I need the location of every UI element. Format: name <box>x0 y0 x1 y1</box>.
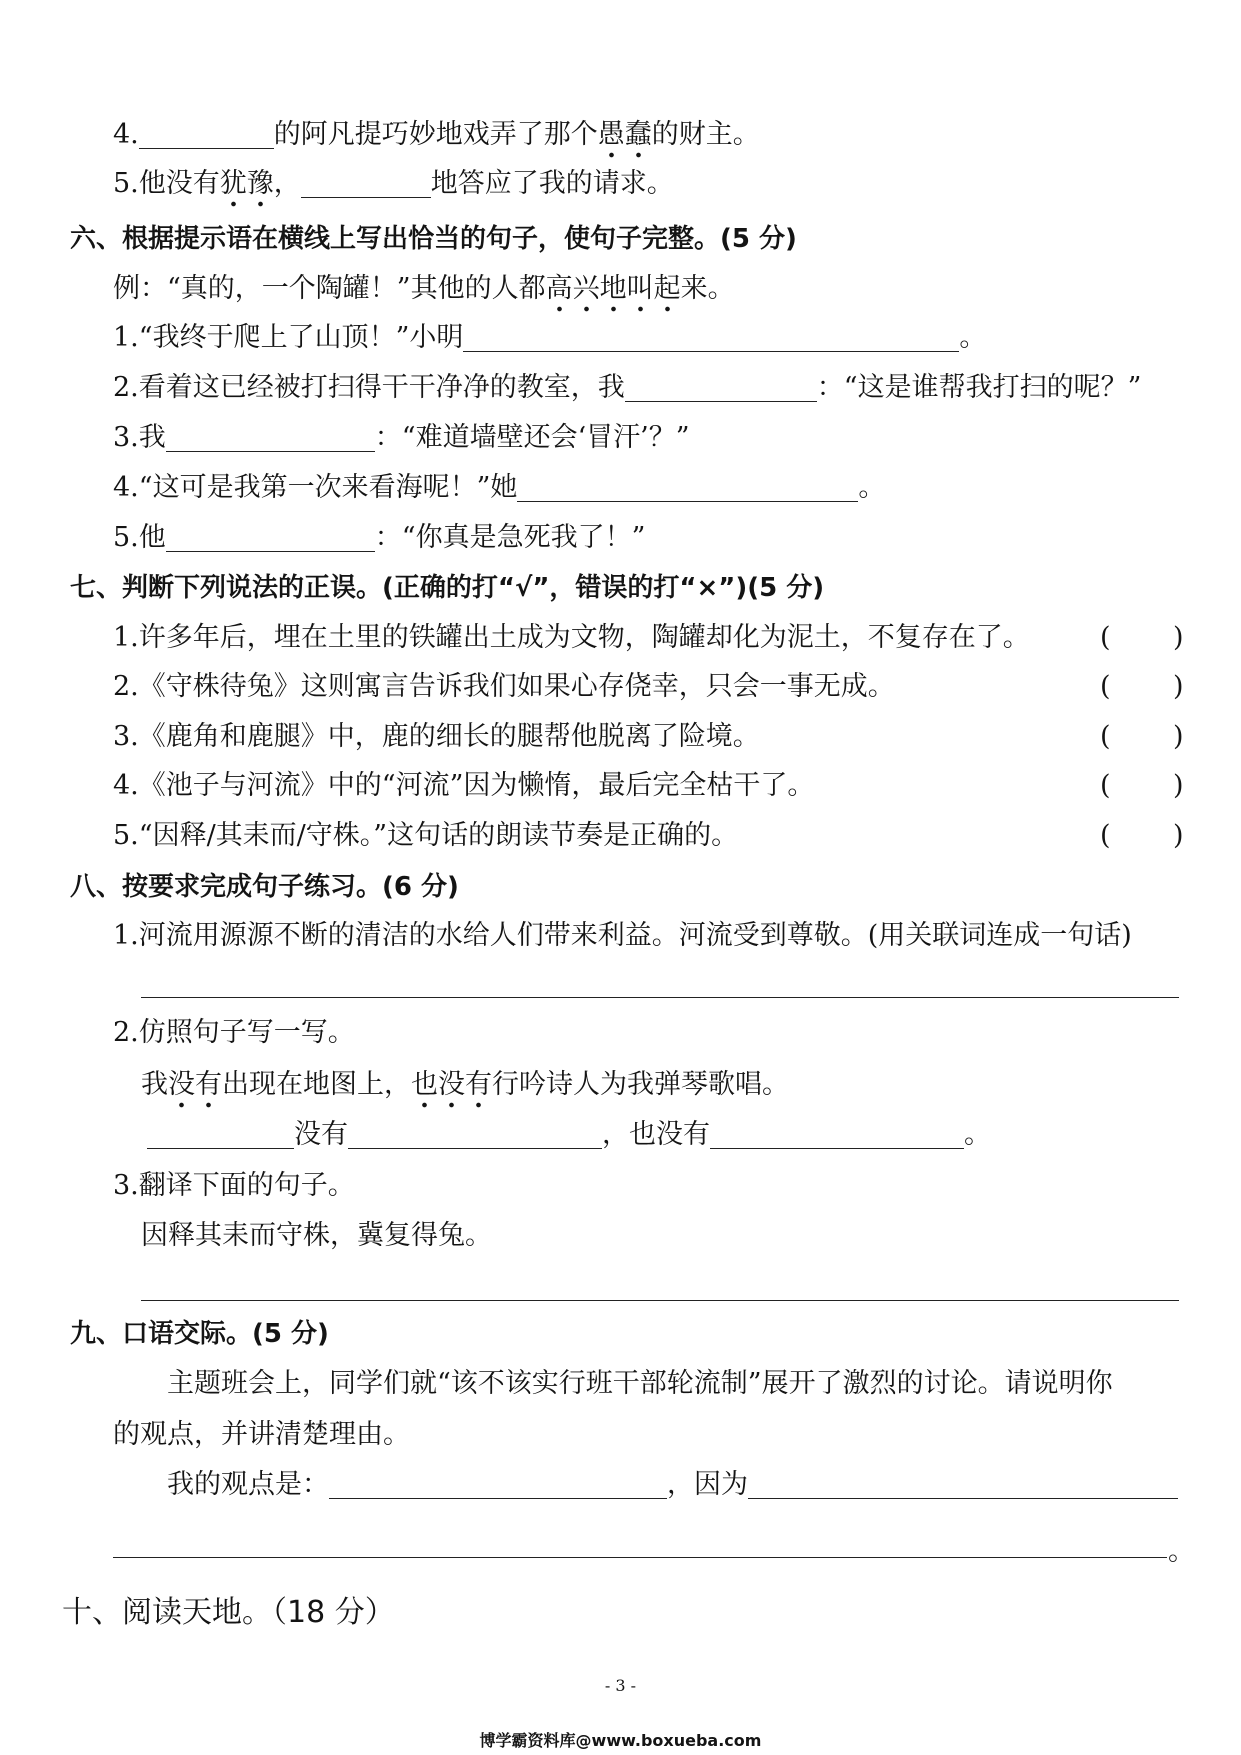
emphasized-word: 愚蠢 <box>598 119 652 159</box>
s7-item-3 <box>113 720 1184 754</box>
s7-item-1 <box>113 621 1184 655</box>
question-text: 的阿凡提巧妙地戏弄了那个 <box>273 119 598 150</box>
answer-blank <box>139 121 274 149</box>
s6-example <box>113 272 735 306</box>
answer-blank <box>301 170 431 198</box>
fill-text: ，也没有 <box>602 1119 710 1150</box>
answer-paren-open: ( <box>1100 671 1111 702</box>
s8-question-2 <box>113 1016 355 1050</box>
answer-blank <box>147 1121 294 1149</box>
answer-blank <box>463 324 959 352</box>
answer-blank <box>166 424 375 452</box>
s8-model-sentence <box>141 1068 789 1102</box>
question-number: 5. <box>113 168 139 199</box>
question-number: 2. <box>113 1017 139 1048</box>
answer-blank <box>166 524 375 552</box>
question-number: 2. <box>113 372 139 403</box>
answer-blank <box>329 1471 667 1499</box>
answer-line <box>141 1300 1179 1301</box>
example-text: 例：“真的，一个陶罐！”其他的人都 <box>113 273 546 304</box>
question-text: 他 <box>138 522 166 553</box>
model-text: 我 <box>141 1069 168 1100</box>
page-number: - 3 - <box>604 1676 637 1695</box>
model-text: 行吟诗人为我弹琴歌唱。 <box>492 1069 789 1100</box>
answer-paren-open: ( <box>1100 820 1111 851</box>
s7-item-2 <box>113 670 1184 704</box>
answer-paren-close: ) <box>1173 622 1184 653</box>
question-number: 3. <box>113 422 139 453</box>
question-text: 仿照句子写一写。 <box>138 1017 355 1048</box>
emphasized-word: 也没有 <box>411 1069 492 1109</box>
s7-item-4 <box>113 769 1184 803</box>
answer-line <box>113 1557 1167 1558</box>
question-number: 4. <box>113 119 139 150</box>
answer-paren-close: ) <box>1173 671 1184 702</box>
s9-answer-row <box>167 1468 1178 1502</box>
s6-item-5 <box>113 521 645 555</box>
question-text: “我终于爬上了山顶！”小明 <box>138 322 464 353</box>
s8-question-1 <box>113 919 1132 953</box>
answer-text: ，因为 <box>667 1469 748 1500</box>
source-footer: 博学霸资料库@www.boxueba.com <box>479 1731 762 1750</box>
question-text: 翻译下面的句子。 <box>138 1170 355 1201</box>
question-number: 1. <box>113 322 139 353</box>
question-number: 4. <box>113 770 139 801</box>
s8-fill-sentence <box>147 1118 991 1152</box>
question-number: 1. <box>113 920 139 951</box>
answer-blank <box>625 374 817 402</box>
question-text: “因释/其耒而/守株。”这句话的朗读节奏是正确的。 <box>138 820 739 851</box>
question-text: 《池子与河流》中的“河流”因为懒惰，最后完全枯干了。 <box>138 770 815 801</box>
question-text: 他没有 <box>138 168 220 199</box>
question-number: 3. <box>113 721 139 752</box>
emphasized-word: 高兴地叫起 <box>546 273 681 313</box>
classical-sentence: 因释其耒而守株，冀复得兔。 <box>141 1220 492 1251</box>
s9-prompt-line-1: 主题班会上，同学们就“该不该实行班干部轮流制”展开了激烈的讨论。请说明你 <box>167 1368 1113 1399</box>
answer-paren-open: ( <box>1100 770 1111 801</box>
question-text: 我 <box>138 422 166 453</box>
answer-paren-open: ( <box>1100 721 1111 752</box>
question-text: 看着这已经被打扫得干干净净的教室，我 <box>138 372 625 403</box>
s6-item-3 <box>113 421 690 455</box>
answer-blank <box>348 1121 602 1149</box>
section-10-heading: 十、阅读天地。（18 分） <box>62 1595 395 1630</box>
section-9-heading: 九、口语交际。(5 分) <box>70 1319 329 1349</box>
question-number: 5. <box>113 522 139 553</box>
emphasized-word: 犹豫 <box>220 168 274 208</box>
answer-paren-close: ) <box>1173 820 1184 851</box>
question-text: ：“难道墙壁还会‘冒汗’？” <box>374 422 690 453</box>
answer-blank <box>517 474 858 502</box>
question-text: 地答应了我的请求。 <box>430 168 674 199</box>
question-text: ， <box>273 168 301 199</box>
question-text: 。 <box>858 472 886 503</box>
answer-paren-close: ) <box>1173 770 1184 801</box>
question-text: 《鹿角和鹿腿》中，鹿的细长的腿帮他脱离了险境。 <box>138 721 760 752</box>
answer-blank <box>748 1471 1178 1499</box>
answer-label: 我的观点是： <box>167 1469 329 1500</box>
question-text: 许多年后，埋在土里的铁罐出土成为文物，陶罐却化为泥土，不复存在了。 <box>138 622 1030 653</box>
s6-item-1 <box>113 321 986 355</box>
question-number: 5. <box>113 820 139 851</box>
question-text: 的财主。 <box>651 119 760 150</box>
question-text: ：“这是谁帮我打扫的呢？” <box>816 372 1142 403</box>
fill-text: 没有 <box>294 1119 348 1150</box>
question-text: “这可是我第一次来看海呢！”她 <box>138 472 518 503</box>
section-8-heading: 八、按要求完成句子练习。(6 分) <box>70 872 459 902</box>
s9-prompt-line-2: 的观点，并讲清楚理由。 <box>113 1419 410 1450</box>
answer-paren-close: ) <box>1173 721 1184 752</box>
answer-blank <box>710 1121 964 1149</box>
question-number: 3. <box>113 1170 139 1201</box>
sentence-end-mark: 。 <box>1168 1536 1195 1567</box>
question-text: 。 <box>959 322 987 353</box>
section-6-heading: 六、根据提示语在横线上写出恰当的句子，使句子完整。(5 分) <box>70 224 797 254</box>
question-text: ：“你真是急死我了！” <box>374 522 646 553</box>
s7-item-5 <box>113 819 1184 853</box>
question-number: 1. <box>113 622 139 653</box>
emphasized-word: 没有 <box>168 1069 222 1109</box>
s6-item-4 <box>113 471 885 505</box>
s5-question-4 <box>113 118 760 152</box>
s8-question-3 <box>113 1169 355 1203</box>
model-text: 出现在地图上， <box>222 1069 411 1100</box>
fill-text: 。 <box>964 1119 991 1150</box>
example-text: 来。 <box>680 273 735 304</box>
section-7-heading: 七、判断下列说法的正误。(正确的打“√”，错误的打“×”)(5 分) <box>70 573 825 603</box>
answer-line <box>141 997 1179 998</box>
question-number: 4. <box>113 472 139 503</box>
question-text: 河流用源源不断的清洁的水给人们带来利益。河流受到尊敬。(用关联词连成一句话) <box>138 920 1132 951</box>
s5-question-5 <box>113 167 674 201</box>
s6-item-2 <box>113 371 1141 405</box>
question-text: 《守株待兔》这则寓言告诉我们如果心存侥幸，只会一事无成。 <box>138 671 895 702</box>
answer-paren-open: ( <box>1100 622 1111 653</box>
question-number: 2. <box>113 671 139 702</box>
